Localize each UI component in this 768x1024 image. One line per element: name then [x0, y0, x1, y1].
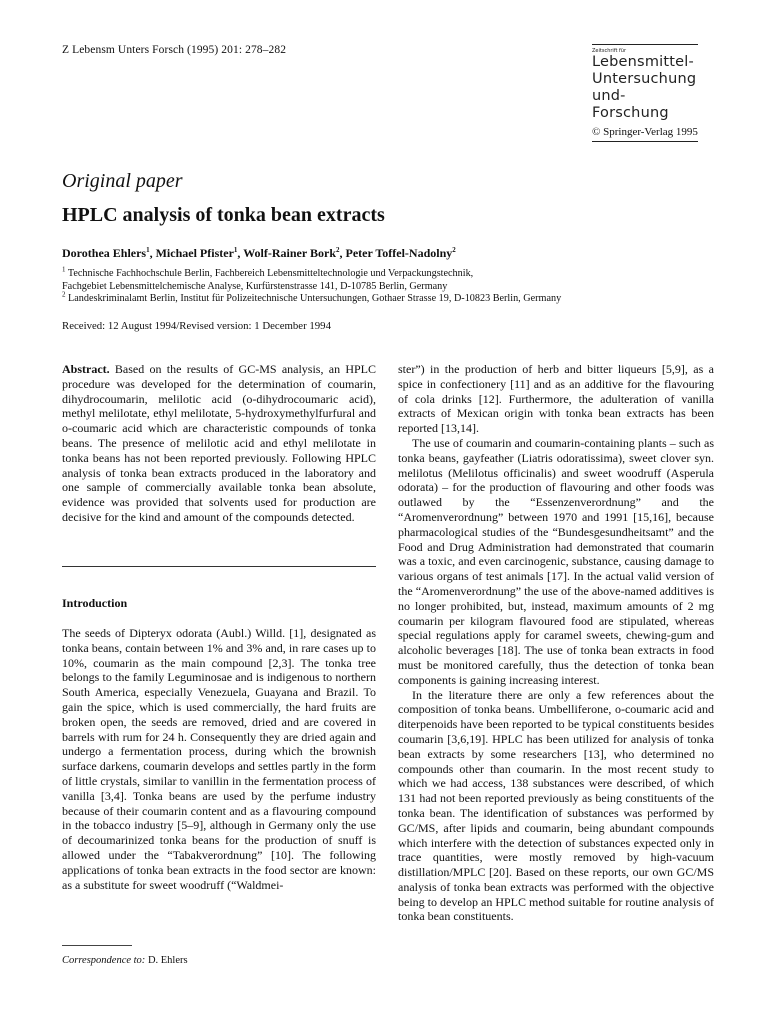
affiliation-mark: 2	[62, 290, 66, 299]
author-name: Michael Pfister	[155, 246, 234, 260]
journal-masthead	[592, 44, 698, 142]
author-name: Wolf-Rainer Bork	[243, 246, 336, 260]
journal-subtitle: Zeitschrift für	[592, 48, 627, 54]
correspondence-name: D. Ehlers	[147, 955, 188, 966]
journal-title-line1: Lebensmittel-	[592, 54, 694, 70]
footnote-divider	[62, 945, 132, 946]
paragraph: In the literature there are only a few references about the composition of tonka beans. Umbelliferone, o-coumaric acid and diterpenoids have been reported to be typical constituents besides coumarin [3,6,19]. HPLC has been utilized for analysis of tonka bean extracts by some researchers [13], who determined no compounds other than coumarin. In the most recent study to which we had access, 138 substances were described, of which 131 had not been reported previously as being constituents of the tonka bean. The identification of substances was performed by GC/MS, after lipids and coumarin, being abundant compounds which interfere with the detection of substances expected only in trace quantities, were mostly removed by high-vacuum distillation/MPLC [20]. Based on these reports, our own GC/MS analysis of tonka bean extracts was performed with the objective being to develop an HPLC method suitable for routine analysis of tonka bean constituents.	[398, 687, 714, 924]
author-name: Dorothea Ehlers	[62, 246, 147, 260]
author-separator: ,	[149, 246, 156, 260]
journal-title-line2: Untersuchung	[592, 71, 697, 87]
abstract-divider	[62, 566, 376, 567]
journal-title	[592, 54, 698, 122]
abstract	[62, 362, 376, 525]
affiliation-text: Fachgebiet Lebensmittelchemische Analyse, Kurfürstenstrasse 141, D-10785 Berlin, Germany	[62, 280, 448, 292]
journal-title-line3: und-Forschung	[592, 88, 669, 121]
affiliation-text: Technische Fachhochschule Berlin, Fachbereich Lebensmitteltechnologie und Verpackungstechnik,	[67, 268, 474, 279]
author-affiliation-mark: 2	[452, 246, 456, 254]
author-affiliation-mark: 1	[233, 246, 238, 254]
author-list	[62, 246, 456, 261]
paper-type: Original paper	[62, 170, 183, 192]
author-affiliation-mark: 1	[146, 246, 150, 254]
paragraph: ster”) in the production of herb and bitter liqueurs [5,9], as a spice in confectionery [11] and as an additive for the flavouring of cola drinks [12]. Furthermore, the adulteration of vanilla extracts of Mexican origin with tonka bean extracts has been reported [13,14].	[398, 362, 714, 436]
author-name: Peter Toffel-Nadolny	[345, 246, 453, 260]
paragraph: The use of coumarin and coumarin-containing plants – such as tonka beans, gayfeather (Liatris odoratissima), sweet clover syn. melilotus (Melilotus officinalis) and sweet woodruff (Asperula odorata) – for the production of flavouring and other foods was outlawed by the “Essenzenverordnung” and the “Aromenverordnung” between 1970 and 1991 [15,16], because pharmacological studies of the “Bundesgesundheitsamt” and the Food and Drug Administration had demonstrated that coumarin was a toxic, and even carcinogenic, substance, causing damage to various organs of test animals [17]. In the actual valid version of the “Aromenverordnung” the use of the above-named additives is no longer prohibited, but, instead, maximum amounts of 2 mg coumarin per kilogram flavoured food are stipulated, whereas special regulations apply for caramel sweets, chewing-gum and alcoholic beverages [18]. The use of tonka bean extracts in food must be monitored carefully, thus the detection of tonka bean components is gaining increasing interest.	[398, 435, 714, 687]
introduction-left-column	[62, 626, 376, 892]
abstract-label: Abstract.	[62, 362, 110, 376]
received-dates: Received: 12 August 1994/Revised version: 1 December 1994	[62, 320, 331, 332]
affiliation-line	[62, 281, 722, 294]
affiliation-text: Landeskriminalamt Berlin, Institut für Polizeitechnische Untersuchungen, Gothaer Strasse 19, D-10823 Berlin, Germany	[68, 293, 562, 305]
paper-title: HPLC analysis of tonka bean extracts	[62, 204, 385, 226]
introduction-right-column	[398, 362, 714, 924]
affiliations	[62, 265, 722, 306]
author-separator: ,	[339, 246, 346, 260]
correspondence-label: Correspondence to:	[62, 955, 146, 966]
affiliation-line	[62, 265, 722, 281]
journal-citation: Z Lebensm Unters Forsch (1995) 201: 278–282	[62, 44, 287, 56]
abstract-text: Based on the results of GC-MS analysis, an HPLC procedure was developed for the determination of coumarin, dihydrocoumarin, melilotic acid (o-dihydrocoumaric acid), methyl melilotate, ethyl melilotate, 5-hydroxymethylfurfural and o-coumaric acid which are characteristic compounds of tonka beans. The presence of melilotic acid and ethyl melilotate in tonka beans has not been reported previously. Following HPLC analysis of tonka bean extracts produced in the laboratory and one sample of commercially available tonka bean absolute, evidence was provided that solvents used for production are decisive for the kind and amount of the compounds detected.	[62, 362, 377, 524]
author-separator: ,	[237, 246, 244, 260]
author-affiliation-mark: 2	[336, 246, 340, 254]
paragraph: The seeds of Dipteryx odorata (Aubl.) Willd. [1], designated as tonka beans, contain between 1% and 3% and, in rare cases up to 10%, coumarin as the main compound [2,3]. The tonka tree belongs to the family Leguminosae and is indigenous to northern South America, especially Venezuela, Guayana and Brazil. To gain the spice, which is used commercially, the hard fruits are broken open, the seeds are removed, dried and are covered in barrels with rum for 24 h. Consequently they are dried again and undergo a fermentation process, during which the brownish surface darkens, coumarin develops and settles partly in the form of little crystals, similar to vanillin in the fermentation process of vanilla [3,4]. Tonka beans are used by the perfume industry because of their coumarin content and as a flavouring compound in the tobacco industry [5–9], although in Germany only the use of decoumarinized tonka beans for the production of snuff is allowed under the “Tabakverordnung” [10]. The following applications of tonka bean extracts in the food sector are known: as a substitute for sweet woodruff (“Waldmei-	[62, 626, 376, 892]
section-heading-introduction: Introduction	[62, 596, 128, 610]
copyright-notice: © Springer-Verlag 1995	[592, 126, 698, 142]
correspondence-footnote	[62, 955, 188, 966]
affiliation-mark: 1	[62, 265, 66, 274]
affiliation-line	[62, 290, 722, 306]
